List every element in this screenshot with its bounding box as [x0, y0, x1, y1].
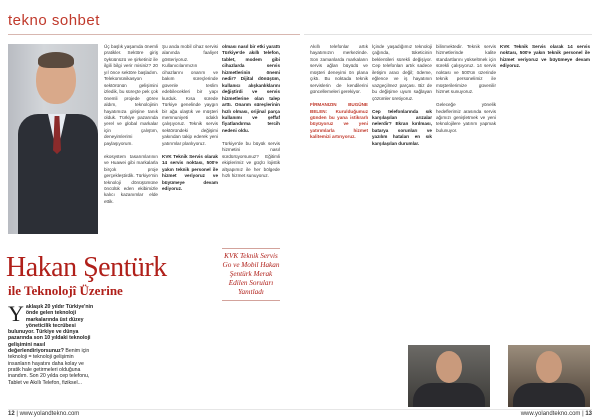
- article-column-4: [222, 44, 280, 244]
- col2-text-b: ekosystem tasarımlarının ve Huawei gibi markalarla birçok proje gerçekleştirdik. Türkiye'nin teknoloji dönüşümüne öncülük eden ekibimizle kalıcı kazanımlar elde ettik.: [104, 153, 158, 204]
- staff-head-shape: [536, 351, 562, 383]
- page-number-right: 13: [585, 411, 592, 417]
- col8-text: KVK Teknik Servis olarak 14 servis noktası, 500'e yakın teknik personel ile hizmet veriyoruz ve büyümeye devam ediyoruz.: [500, 44, 590, 69]
- col4-text: olması nasıl bir etki yarattı Türkiye'de akıllı telefon, tablet, modem gibi cihazlarda servis hizmetlerinin önemi nedir? Dijital dönüşüm, kullanıcı alışkanlıklarını değiştirdi ve servis hizmetlerine olan talep arttı. Onarım süreçlerinin hızlı olması, orijinal parça kullanımı ve şeffaf fiyatlandırma tercih nedeni oldu.: [222, 44, 280, 133]
- col5-text: Akıllı telefonlar artık hayatımızın merkezinde. Son zamanlarda markaların servis ağları büyüdü ve müşteri deneyimi ön plana çıktı. Bu noktada teknik servislerin de kendilerini güncellemeleri gerekiyor.: [310, 44, 368, 95]
- col7-text: bilinmektedir. Teknik servis hizmetlerinde kalite standartlarını yükseltmek için sürekli çalışıyoruz. 14 servis noktası ve 500'ün üzerinde teknik personelimiz ile müşterilerimize güvenilir hizmet sunuyoruz.: [436, 44, 496, 95]
- staff-photo-1: [408, 345, 490, 407]
- col4-text-b: Türkiye'de bu büyük servis hizmetini nasıl sürdürüyorsunuz? Eğitimli ekiplerimiz ve güçlü lojistik altyapımız ile her bölgede hızlı hizmet sunuyoruz.: [222, 140, 280, 179]
- article-column-2: [104, 44, 158, 404]
- footer-url-left[interactable]: www.yolandtekno.com: [19, 411, 80, 417]
- dropcap: Y: [8, 301, 24, 326]
- pull-quote: KVK Teknik Servis Go ve Mobil Hakan Şentürk Merak Edilen Soruları Yanıtladı: [222, 248, 280, 301]
- col5-text-b: FİRMANIZIN BUGÜNE BELEN: Kurulduğumuz günden bu yana istikrarlı büyüyoruz ve yeni yatırımlarla hizmet kalitemizi artırıyoruz.: [310, 102, 368, 140]
- col6-text-b: Cep telefonlarında sık karşılaşılan arızalar nelerdir? Ekran kırılması, batarya sorunları ve yazılım hataları en sık karşılaşılan durumlar.: [372, 108, 432, 146]
- staff-body-shape: [513, 383, 585, 407]
- staff-head-shape: [436, 351, 462, 383]
- col2-text: Üç başlık yaşamda önemli pratikler. Sektöre giriş öyküünüzü ve şirketiniz ile ilgili bilgi verir misiniz? 20 yıl önce sektöre başladım. Telekomünikasyon sektörünün gelişimini izledik, bu süreçte pek çok önemli projede görev aldım, teknolojinin hayatımıza girişine tanık olduk. Türkiye pazarında yerel ve global markalar için çalıştım, deneyimlerimi paylaşıyorum.: [104, 44, 158, 146]
- portrait-photo: [8, 44, 98, 234]
- footer-url-right[interactable]: www.yolandtekno.com: [520, 411, 581, 417]
- intro-body: Benim için teknoloji = teknoloji gelişimin insanların hayatını daha kolay ve pratik hale getirmeleri olduğuna inandım. Son 20 yılda cep telefonu, Tablet ve Akıllı Telefon, fiziksel...: [8, 348, 90, 386]
- article-column-3: [162, 44, 218, 404]
- article-column-7: [436, 44, 496, 340]
- section-title: tekno sohbet: [8, 12, 100, 29]
- page-number-left: 12: [8, 411, 15, 417]
- intro-lead: aklaşık 20 yıldır Türkiye'nin önde gelen teknoloji markalarında üst düzey yöneticilik tecrübesi bulunuyor. Türkiye ve dünya pazarında son 10 yıldaki teknoloji gelişimini nasıl değerlendiriyorsunuz?: [8, 304, 94, 355]
- header-rule-left: [8, 34, 300, 35]
- hair-shape: [38, 52, 74, 68]
- intro-block: [8, 301, 94, 386]
- footer-rule: [8, 409, 592, 410]
- col3-text-b: KVK Teknik Servis olarak 14 servis noktası, 500'e yakın teknik personel ile hizmet veriyoruz ve büyümeye devam ediyoruz.: [162, 153, 218, 191]
- col6-text: İçinde yaşadığımız teknoloji çağında, tüketicinin beklentileri sürekli değişiyor. Cep telefonları artık sadece iletişim aracı değil; ödeme, eğlence ve iş hayatının vazgeçilmez parçası. Biz de bu değişime uyum sağlayan çözümler üretiyoruz.: [372, 44, 432, 101]
- person-subtitle: ile Teknolojî Üzerine: [8, 283, 123, 298]
- article-column-8: [500, 44, 590, 340]
- footer-left: 12 | www.yolandtekno.com: [8, 411, 80, 417]
- article-column-5: [310, 44, 368, 404]
- col3-text: Şu anda mobil cihaz servisi alanında faaliyet gösteriyoruz. Kullanıcılarımızın cihazlarını onarım ve bakım süreçlerinde güvenle teslim edebilecekleri bir yapı kurduk. Kısa sürede Türkiye genelinde yaygın bir ağa ulaştık ve müşteri memnuniyeti odaklı çalışıyoruz. Teknik servis sektöründeki değişimi yakından takip ederek yeni yatırımlar planlıyoruz.: [162, 44, 218, 146]
- staff-photo-2: [508, 345, 590, 407]
- col7-text-b: Geleceğe yönelik hedeflerimiz arasında servis ağımızı genişletmek ve yeni teknolojilere yatırım yapmak bulunuyor.: [436, 102, 496, 133]
- staff-body-shape: [413, 383, 485, 407]
- page-header: [0, 0, 600, 44]
- header-rule-right: [304, 34, 592, 35]
- person-name: Hakan Şentürk: [6, 252, 167, 283]
- footer-right: www.yolandtekno.com | 13: [520, 411, 592, 417]
